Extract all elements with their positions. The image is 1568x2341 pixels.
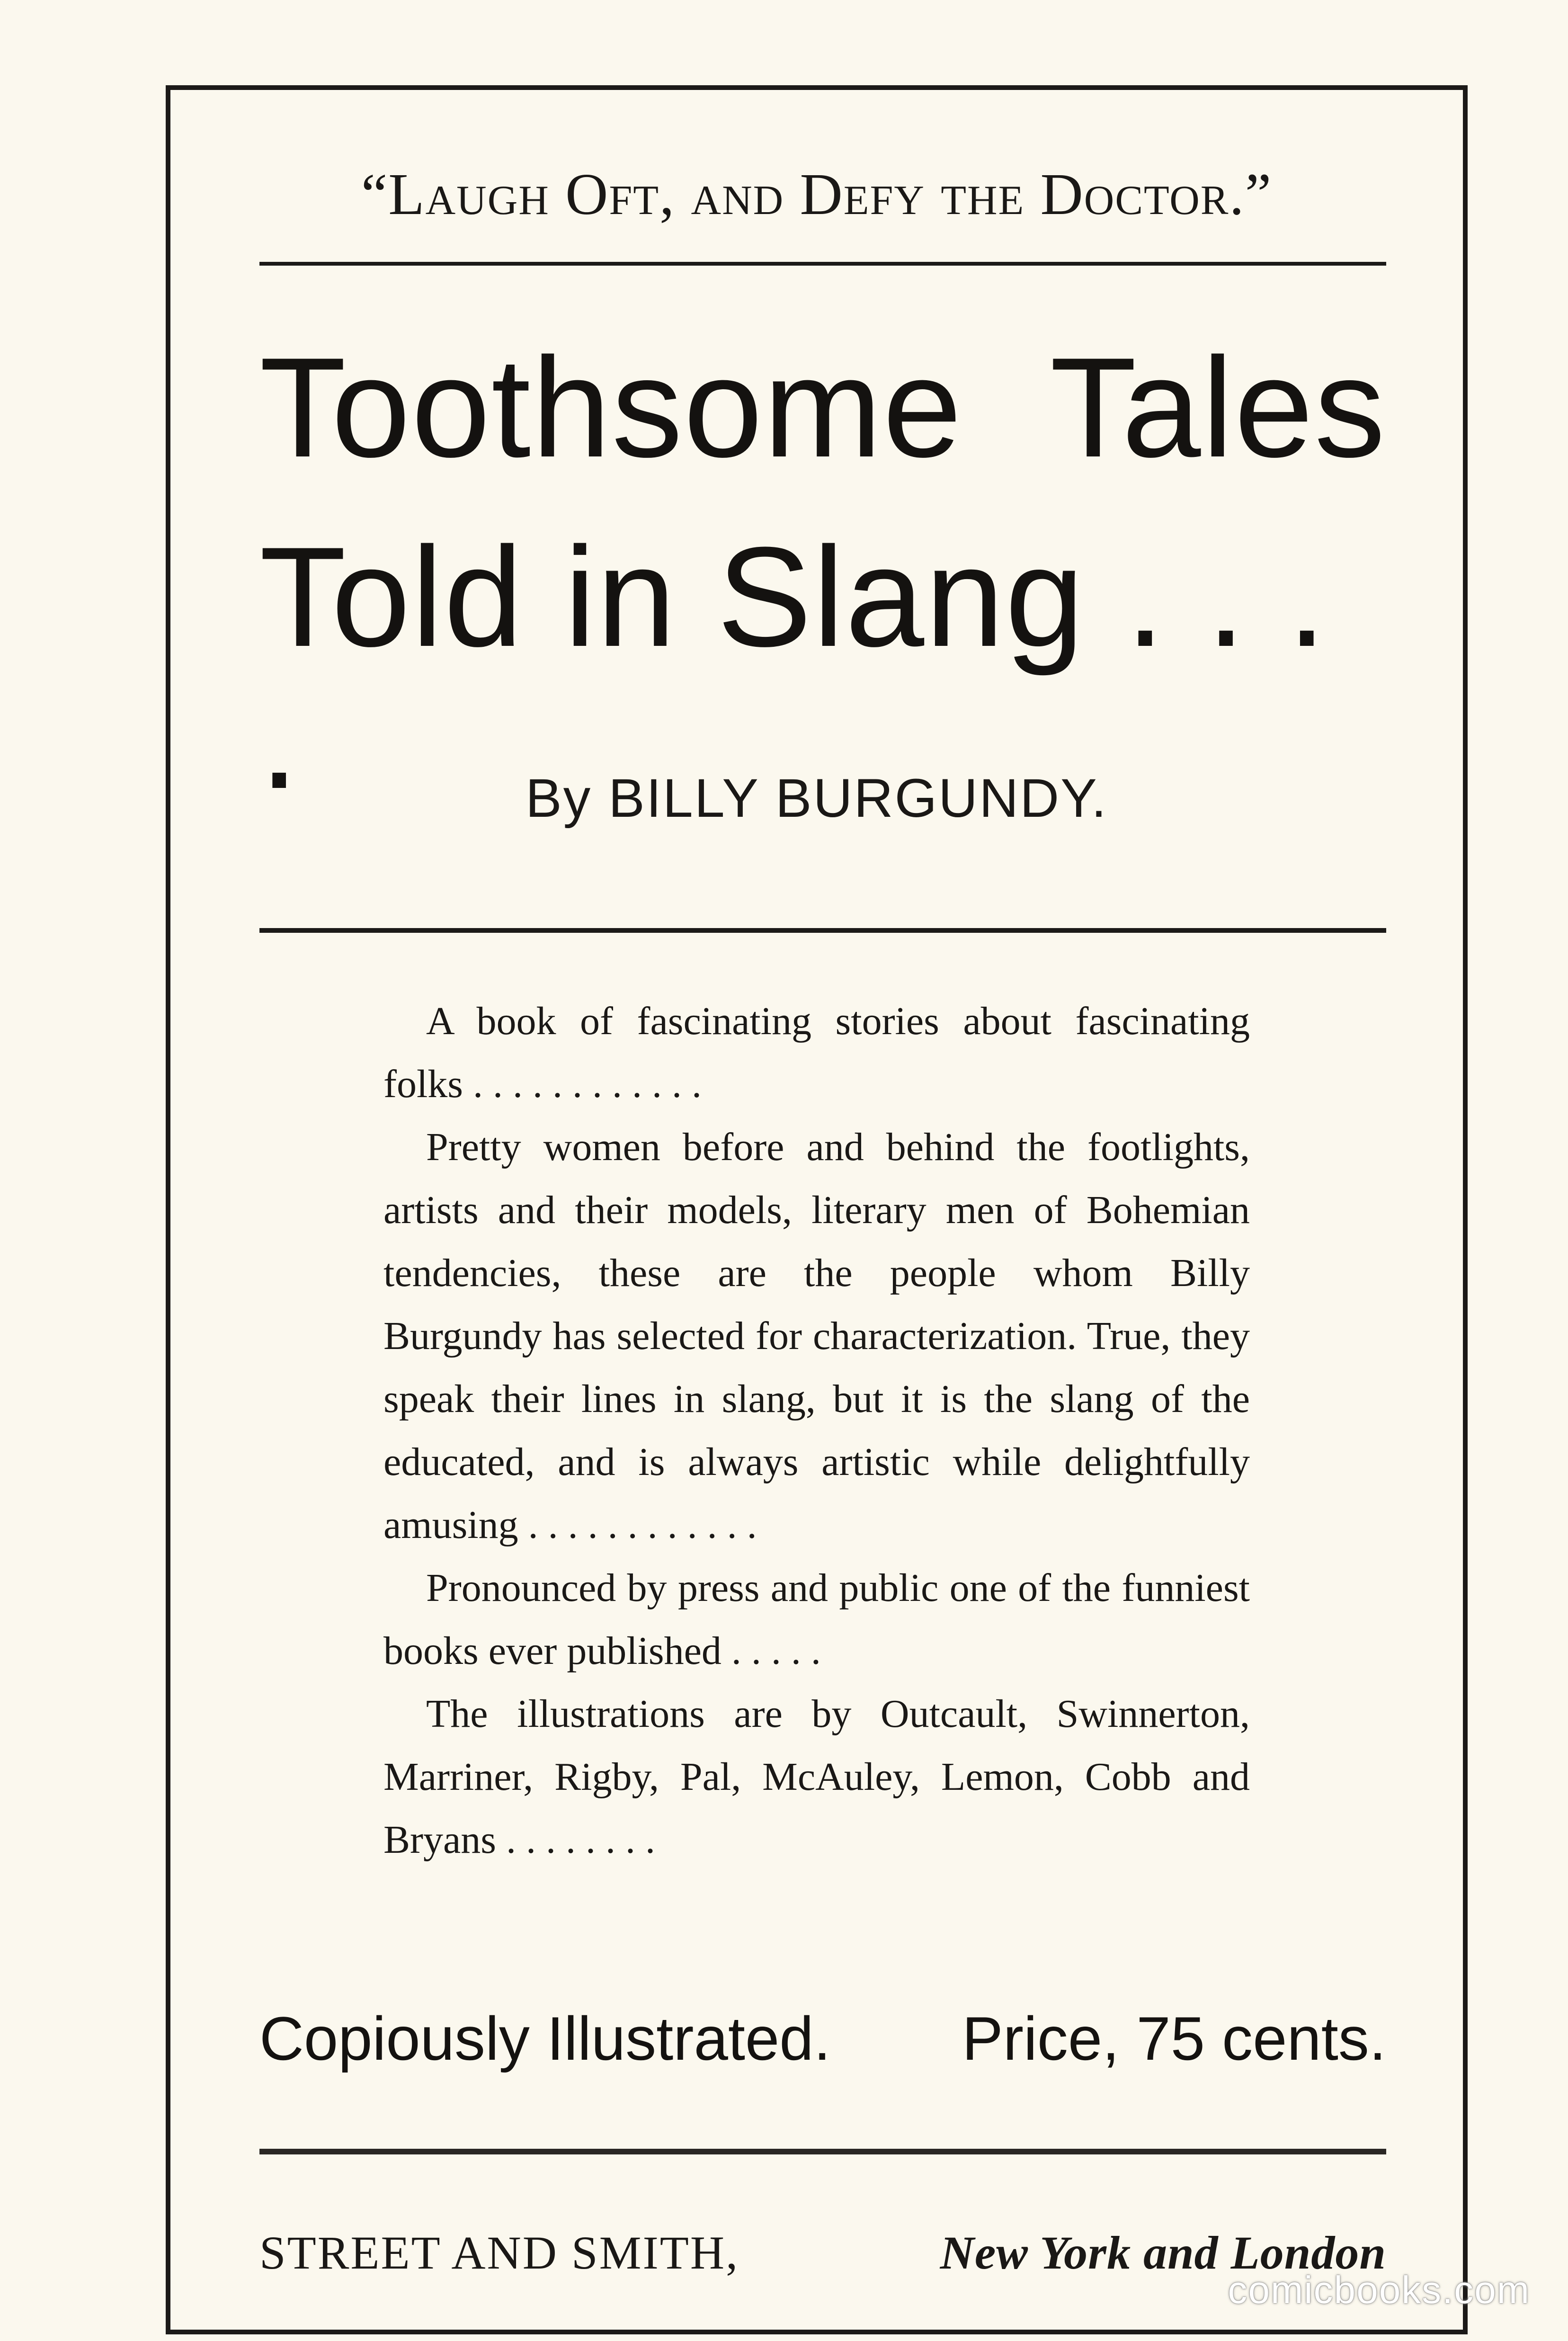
author-byline: By BILLY BURGUNDY. — [526, 768, 1108, 829]
tagline-quote: “Laugh Oft, and Defy the Doctor.” — [361, 162, 1273, 227]
title-word-toothsome: Toothsome — [259, 328, 963, 487]
ad-border-frame — [166, 85, 1468, 2334]
divider-rule-bottom — [259, 2149, 1386, 2154]
publisher-name: STREET AND SMITH, — [259, 2226, 739, 2279]
watermark-text: comicbooks.com — [1228, 2269, 1530, 2312]
description-paragraph: Pretty women before and behind the footlights, artists and their models, literary men of Bohemian tendencies, these are the people whom Billy Burgundy has selected for characterization. True, they speak their lines in slang, but it is the slang of the educated, and is always artistic while delightfully amusing . . . . . . . . . . . . — [383, 1125, 1250, 1547]
divider-rule-middle — [259, 928, 1386, 933]
title-line-2: Told in Slang . . . . — [259, 517, 1327, 818]
illustrated-note: Copiously Illustrated. — [259, 2004, 831, 2073]
description-paragraph: A book of fascinating stories about fascinating folks . . . . . . . . . . . . — [383, 999, 1250, 1106]
description-body — [383, 990, 1250, 1871]
publisher-line — [259, 2225, 1386, 2280]
price-text: Price, 75 cents. — [962, 2004, 1386, 2073]
description-paragraph: The illustrations are by Outcault, Swinnerton, Marriner, Rigby, Pal, McAuley, Lemon, Cobb and Bryans . . . . . . . . — [383, 1692, 1250, 1862]
description-paragraph: Pronounced by press and public one of the funniest books ever published . . . . . — [383, 1566, 1250, 1673]
title-word-tales: Tales — [1050, 328, 1386, 487]
publisher-place: New York and London — [940, 2226, 1386, 2279]
divider-rule-top — [259, 262, 1386, 266]
